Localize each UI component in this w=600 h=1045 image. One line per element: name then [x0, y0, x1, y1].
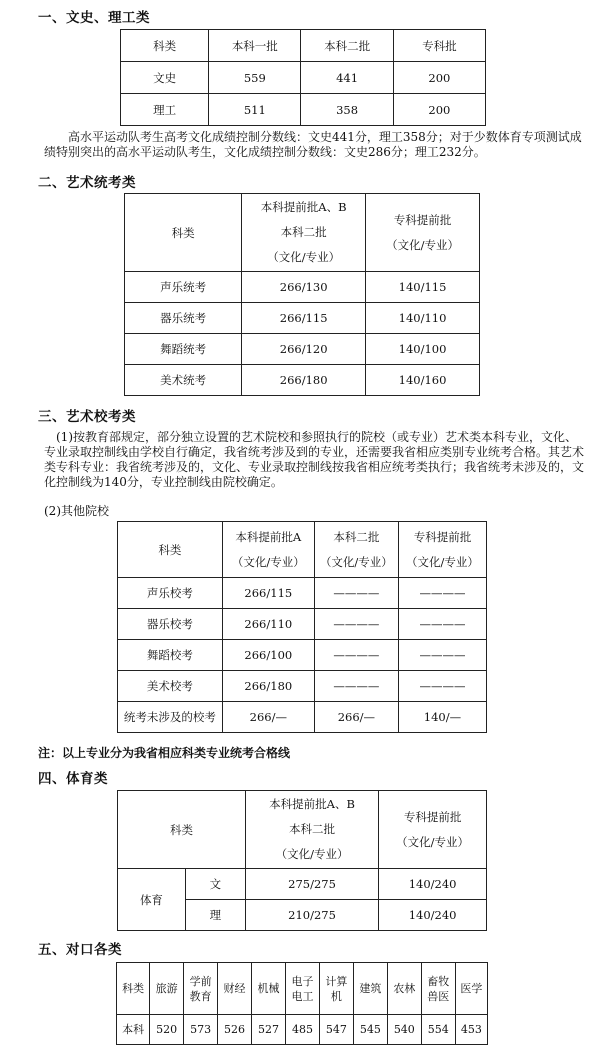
section-heading-2: 二、艺术统考类: [38, 175, 136, 191]
table-2: [124, 193, 480, 396]
table-header-cell: 旅游: [150, 963, 184, 1015]
other-colleges-label: (2)其他院校: [44, 504, 109, 518]
table-cell: 140/160: [366, 365, 480, 396]
table-cell: 266/180: [242, 365, 366, 396]
table-cell: 本科: [117, 1015, 150, 1045]
table-row: [118, 869, 487, 900]
table-header-cell: 本科一批: [209, 30, 301, 62]
table-cell: ————: [398, 640, 486, 671]
table-cell: 554: [421, 1015, 455, 1045]
table-header-cell: 科类: [117, 963, 150, 1015]
table-header-cell: 机械: [252, 963, 286, 1015]
table-cell: 美术统考: [125, 365, 242, 396]
table-row: [118, 578, 487, 609]
table-cell: 527: [252, 1015, 286, 1045]
table-header-cell: 计算 机: [319, 963, 353, 1015]
table-row: [117, 1015, 488, 1045]
table-cell: 理工: [121, 94, 209, 126]
table-cell: ————: [398, 609, 486, 640]
table-cell: 声乐校考: [118, 578, 223, 609]
table-cell: 275/275: [245, 869, 378, 900]
athletics-note-paragraph: 高水平运动队考生高考文化成绩控制分数线：文史441分，理工358分；对于少数体育专项测试成绩特别突出的高水平运动队考生，文化成绩控制分数线：文史286分；理工232分。: [44, 130, 582, 159]
table-cell: 文史: [121, 62, 209, 94]
table-header-cell: 专科提前批 （文化/专业）: [366, 194, 480, 272]
table-cell: 520: [150, 1015, 184, 1045]
table-cell: ————: [314, 671, 398, 702]
table-row: [125, 334, 480, 365]
table-row: [121, 62, 486, 94]
table-header-cell: 科类: [125, 194, 242, 272]
table-1: [120, 29, 486, 126]
table-4: [117, 790, 487, 931]
table-cell: 559: [209, 62, 301, 94]
table-header-cell: 医学: [455, 963, 487, 1015]
table-cell: 140/100: [366, 334, 480, 365]
table-header-cell: 专科批: [393, 30, 485, 62]
table-cell: 文: [185, 869, 245, 900]
art-exam-paragraph: (1)按教育部规定，部分独立设置的艺术院校和参照执行的院校（或专业）艺术类本科专业，文化、专业录取控制线由学校自行确定，我省统考涉及到的专业，还需要我省相应类别专业统考合格。其艺术类专科专业：我省统考涉及的，文化、专业录取控制线按我省相应统考类执行；我省统考未涉及的，文化控制线为140分，专业控制线由院校确定。: [44, 430, 585, 489]
table-row: [125, 303, 480, 334]
table-cell: 舞蹈统考: [125, 334, 242, 365]
table-cell: 266/130: [242, 272, 366, 303]
table-3: [117, 521, 487, 733]
table-cell: 453: [455, 1015, 487, 1045]
table-cell: 266/110: [222, 609, 314, 640]
table-header-cell: 专科提前批 （文化/专业）: [379, 791, 487, 869]
table-cell: 266/—: [222, 702, 314, 733]
table-cell: 200: [393, 62, 485, 94]
table-cell: 545: [353, 1015, 387, 1045]
table-cell: 266/180: [222, 671, 314, 702]
table-cell: ————: [398, 578, 486, 609]
table-cell: 547: [319, 1015, 353, 1045]
table-cell: 266/120: [242, 334, 366, 365]
table-cell: ————: [398, 671, 486, 702]
table-cell: 140/115: [366, 272, 480, 303]
table-cell: 526: [218, 1015, 252, 1045]
table-cell: 声乐统考: [125, 272, 242, 303]
table-header-cell: 本科二批 （文化/专业）: [314, 522, 398, 578]
table-header-cell: 科类: [118, 522, 223, 578]
table-cell: 140/—: [398, 702, 486, 733]
table-cell: 358: [301, 94, 393, 126]
table-cell: ————: [314, 609, 398, 640]
table-cell: 511: [209, 94, 301, 126]
table-footnote: 注：以上专业分为我省相应科类专业统考合格线: [38, 746, 291, 760]
table-header-cell: 本科提前批A、B 本科二批 （文化/专业）: [245, 791, 378, 869]
table-cell: 266/100: [222, 640, 314, 671]
table-cell: 485: [285, 1015, 319, 1045]
table-row: [118, 702, 487, 733]
table-header-cell: 学前 教育: [184, 963, 218, 1015]
table-header-cell: 专科提前批 （文化/专业）: [398, 522, 486, 578]
table-row: [118, 640, 487, 671]
table-cell: 器乐统考: [125, 303, 242, 334]
table-header-cell: 科类: [118, 791, 246, 869]
table-header-cell: 本科提前批A、B 本科二批 （文化/专业）: [242, 194, 366, 272]
table-cell: ————: [314, 578, 398, 609]
table-cell: 140/240: [379, 900, 487, 931]
table-cell: 210/275: [245, 900, 378, 931]
table-header-cell: 本科提前批A （文化/专业）: [222, 522, 314, 578]
section-heading-3: 三、艺术校考类: [38, 409, 136, 425]
table-cell: 统考未涉及的校考: [118, 702, 223, 733]
table-header-cell: 建筑: [353, 963, 387, 1015]
table-cell: 573: [184, 1015, 218, 1045]
table-row: [125, 272, 480, 303]
section-heading-1: 一、文史、理工类: [38, 10, 150, 26]
table-cell: 美术校考: [118, 671, 223, 702]
table-cell: 140/240: [379, 869, 487, 900]
table-cell: 140/110: [366, 303, 480, 334]
section-heading-5: 五、对口各类: [38, 942, 122, 958]
table-cell: 200: [393, 94, 485, 126]
table-cell: ————: [314, 640, 398, 671]
table-header-cell: 财经: [218, 963, 252, 1015]
table-cell: 理: [185, 900, 245, 931]
table-cell: 266/—: [314, 702, 398, 733]
table-cell: 266/115: [222, 578, 314, 609]
table-row: [121, 94, 486, 126]
table-cell: 266/115: [242, 303, 366, 334]
table-cell: 器乐校考: [118, 609, 223, 640]
table-header-cell: 科类: [121, 30, 209, 62]
table-row: [118, 609, 487, 640]
table-header-cell: 农林: [387, 963, 421, 1015]
table-cell: 540: [387, 1015, 421, 1045]
table-header-cell: 畜牧 兽医: [421, 963, 455, 1015]
table-header-cell: 本科二批: [301, 30, 393, 62]
section-heading-4: 四、体育类: [38, 771, 108, 787]
table-header-cell: 电子 电工: [285, 963, 319, 1015]
table-cell: 441: [301, 62, 393, 94]
table-row: [125, 365, 480, 396]
table-row: [118, 671, 487, 702]
table-cell: 体育: [118, 869, 186, 931]
table-cell: 舞蹈校考: [118, 640, 223, 671]
